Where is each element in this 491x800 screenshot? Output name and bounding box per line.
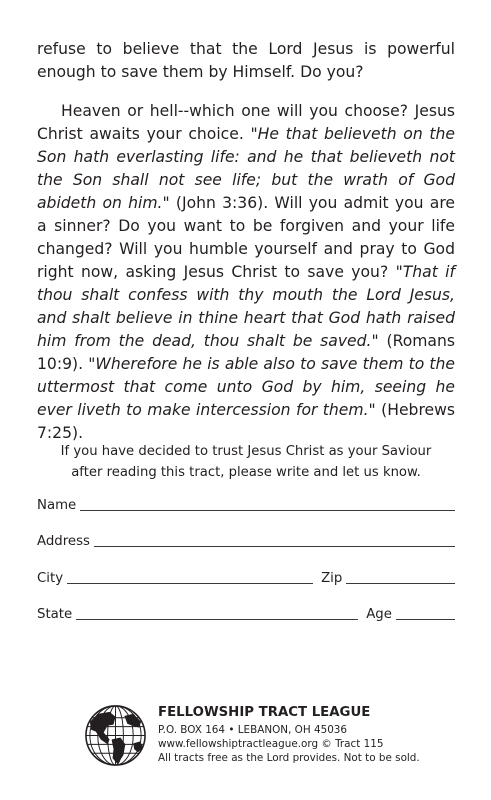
paragraph-text: (Romans 10:9). [37,332,455,373]
body-paragraph-2 [37,100,455,445]
paragraph-text: (Hebrews 7:25). [37,401,455,442]
publisher-footer [84,704,464,768]
state-line[interactable] [76,619,358,620]
scripture-quote-romans: "That if thou shalt confess with thy mouth the Lord Jesus, and shalt believe in thine heart that God hath raised him from the dead, thou shalt be saved." [37,263,456,350]
zip-label: Zip [321,571,343,586]
body-paragraph-1: refuse to believe that the Lord Jesus is powerful enough to save them by Himself. Do you? [37,40,455,81]
scripture-quote-hebrews: "Wherefore he is able also to save them to the uttermost that come unto God by him, seeing he ever liveth to make intercession for them." [37,355,456,419]
distribution-note: All tracts free as the Lord provides. Not to be sold. [158,752,420,764]
invitation-line-1: If you have decided to trust Jesus Christ as your Saviour [60,444,432,459]
city-label: City [37,571,64,586]
paragraph-text: Heaven or hell--which one will you choose? Jesus Christ awaits your choice. [37,102,455,143]
website-copyright: www.fellowshiptractleague.org © Tract 115 [158,738,384,750]
address-line[interactable] [94,546,455,547]
postal-address: P.O. BOX 164 • LEBANON, OH 45036 [158,724,348,736]
city-zip-row [37,565,455,587]
scripture-quote-john: "He that believeth on the Son hath everlasting life: and he that believeth not the Son shall not see life; but the wrath of God abideth on him." [37,125,455,212]
address-field[interactable] [37,528,455,550]
address-label: Address [37,534,90,549]
age-label: Age [366,607,392,622]
state-age-row [37,601,455,623]
state-label: State [37,607,73,622]
invitation-line-2: after reading this tract, please write and let us know. [71,465,421,480]
paragraph-text: (John 3:36). Will you admit you are a sinner? Do you want to be forgiven and your life changed? Will you humble yourself and pray to God right now, asking Jesus Christ to save you? [37,194,455,281]
name-line[interactable] [80,510,455,511]
organization-name: FELLOWSHIP TRACT LEAGUE [158,705,371,720]
globe-icon [84,704,147,767]
name-field[interactable] [37,492,455,514]
age-line[interactable] [396,619,455,620]
city-line[interactable] [67,583,313,584]
zip-line[interactable] [346,583,455,584]
invitation-text [37,441,455,483]
name-label: Name [37,498,77,513]
